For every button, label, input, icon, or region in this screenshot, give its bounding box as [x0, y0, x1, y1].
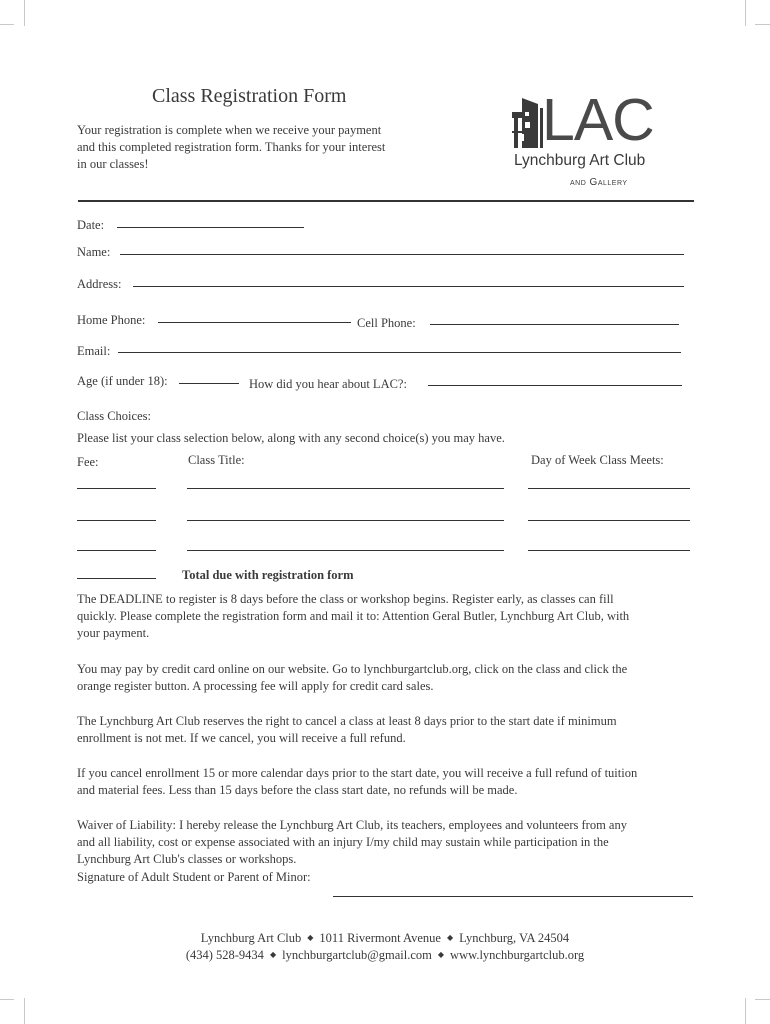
- crop-mark: [0, 999, 14, 1000]
- crop-mark: [24, 998, 25, 1024]
- paragraph-line: and material fees. Less than 15 days before the class start date, no refunds will be made.: [77, 783, 518, 798]
- cell-phone-field[interactable]: [430, 324, 679, 325]
- footer-phone: (434) 528-9434: [185, 948, 264, 962]
- paragraph-line: your payment.: [77, 626, 150, 641]
- paragraph-line: Waiver of Liability: I hereby release the Lynchburg Art Club, its teachers, employees and volunteers from any: [77, 818, 627, 832]
- paragraph-line: and all liability, cost or expense associated with an injury I/my child may sustain while participation in the: [77, 835, 609, 850]
- intro-line: and this completed registration form. Thanks for your interest: [77, 140, 386, 155]
- day-field[interactable]: [528, 520, 690, 521]
- hear-field[interactable]: [428, 385, 682, 386]
- total-field[interactable]: [77, 578, 156, 579]
- diamond-bullet-icon: ◆: [446, 933, 454, 942]
- deadline-paragraph: [77, 591, 697, 643]
- cell-phone-label: Cell Phone:: [357, 316, 416, 330]
- class-instructions: Please list your class selection below, along with any second choice(s) you may have.: [77, 431, 505, 445]
- footer-address: [0, 930, 770, 946]
- paragraph-line: Lynchburg Art Club's classes or workshops.: [77, 852, 297, 867]
- fee-field[interactable]: [77, 520, 156, 521]
- address-label: Address:: [77, 277, 122, 291]
- home-phone-label: Home Phone:: [77, 313, 146, 327]
- home-phone-field[interactable]: [158, 322, 351, 323]
- total-label: Total due with registration form: [182, 568, 354, 582]
- paragraph-line: quickly. Please complete the registration form and mail it to: Attention Geral Butler, Lynchburg Art Club, with: [77, 609, 630, 624]
- crop-mark: [24, 0, 25, 26]
- hear-label: How did you hear about LAC?:: [249, 377, 407, 391]
- paragraph-line: The DEADLINE to register is 8 days before the class or workshop begins. Register early, as classes can fill: [77, 592, 614, 606]
- intro-text: [77, 122, 437, 174]
- page-title: Class Registration Form: [152, 85, 347, 107]
- date-field[interactable]: [117, 227, 304, 228]
- paragraph-line: orange register button. A processing fee will apply for credit card sales.: [77, 679, 434, 694]
- email-field[interactable]: [118, 352, 681, 353]
- class-title-field[interactable]: [187, 488, 504, 489]
- footer-website[interactable]: www.lynchburgartclub.org: [450, 948, 585, 962]
- header-divider: [78, 200, 694, 202]
- signature-label: Signature of Adult Student or Parent of Minor:: [77, 869, 311, 884]
- fee-field[interactable]: [77, 488, 156, 489]
- diamond-bullet-icon: ◆: [437, 950, 445, 959]
- name-field[interactable]: [120, 254, 684, 255]
- day-field[interactable]: [528, 488, 690, 489]
- name-label: Name:: [77, 245, 111, 259]
- footer-email[interactable]: lynchburgartclub@gmail.com: [282, 948, 432, 962]
- age-label: Age (if under 18):: [77, 374, 168, 388]
- date-label: Date:: [77, 218, 105, 232]
- crop-mark: [755, 999, 770, 1000]
- cancel-paragraph: [77, 713, 697, 747]
- footer-contact: [0, 947, 770, 963]
- fee-field[interactable]: [77, 550, 156, 551]
- paragraph-line: You may pay by credit card online on our website. Go to lynchburgartclub.org, click on the class and click the: [77, 662, 628, 676]
- diamond-bullet-icon: ◆: [269, 950, 277, 959]
- crop-mark: [745, 0, 746, 26]
- class-title-field[interactable]: [187, 550, 504, 551]
- day-column-header: Day of Week Class Meets:: [531, 453, 664, 467]
- signature-field[interactable]: [333, 896, 693, 897]
- refund-paragraph: [77, 765, 697, 799]
- fee-column-header: Fee:: [77, 455, 99, 469]
- intro-line: in our classes!: [77, 157, 149, 172]
- waiver-paragraph: [77, 817, 697, 886]
- intro-line: Your registration is complete when we receive your payment: [77, 123, 382, 137]
- logo-name: Lynchburg Art Club: [514, 152, 646, 169]
- footer-city: Lynchburg, VA 24504: [459, 931, 570, 945]
- crop-mark: [755, 24, 770, 25]
- logo-lac: LAC: [542, 87, 654, 153]
- class-title-column-header: Class Title:: [188, 453, 245, 467]
- age-field[interactable]: [179, 383, 239, 384]
- payment-paragraph: [77, 661, 697, 695]
- address-field[interactable]: [133, 286, 684, 287]
- footer-org: Lynchburg Art Club: [200, 931, 302, 945]
- footer-street: 1011 Rivermont Avenue: [319, 931, 441, 945]
- day-field[interactable]: [528, 550, 690, 551]
- class-choices-heading: Class Choices:: [77, 409, 151, 423]
- crop-mark: [0, 24, 14, 25]
- email-label: Email:: [77, 344, 111, 358]
- logo-subtitle: and Gallery: [570, 177, 628, 188]
- paragraph-line: If you cancel enrollment 15 or more calendar days prior to the start date, you will receive a full refund of tuition: [77, 766, 638, 780]
- paragraph-line: The Lynchburg Art Club reserves the right to cancel a class at least 8 days prior to the start date if minimum: [77, 714, 617, 728]
- diamond-bullet-icon: ◆: [307, 933, 314, 942]
- class-title-field[interactable]: [187, 520, 504, 521]
- paragraph-line: enrollment is not met. If we cancel, you will receive a full refund.: [77, 731, 406, 746]
- crop-mark: [745, 998, 746, 1024]
